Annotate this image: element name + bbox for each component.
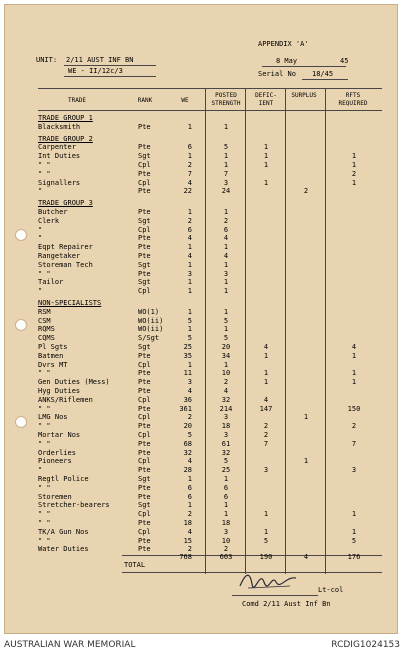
row-posted: 24 — [221, 187, 231, 195]
row-posted: 5 — [223, 334, 229, 342]
col-header-trade: TRADE — [67, 97, 87, 104]
row-trade: Signallers — [38, 179, 81, 187]
row-we: 361 — [179, 405, 192, 413]
row-we: 6 — [187, 143, 192, 151]
row-we: 2 — [187, 545, 192, 553]
total-label: TOTAL — [124, 561, 146, 569]
row-posted: 1 — [223, 208, 229, 216]
row-posted: 3 — [223, 413, 229, 421]
row-rfts: 1 — [351, 369, 357, 377]
row-we: 1 — [187, 325, 192, 333]
total-surplus: 4 — [303, 553, 309, 561]
row-rfts: 5 — [351, 537, 357, 545]
row-posted: 5 — [223, 457, 229, 465]
row-rank: Pte — [138, 449, 151, 457]
row-trade: " " — [38, 519, 51, 527]
total-deficient: 190 — [259, 553, 273, 561]
row-rfts: 3 — [351, 466, 357, 474]
row-rank: Pte — [138, 466, 151, 474]
row-we: 32 — [183, 449, 192, 457]
row-trade: Butcher — [38, 208, 68, 216]
row-we: 4 — [187, 179, 192, 187]
row-posted: 32 — [221, 449, 231, 457]
handwritten-signature — [238, 568, 298, 592]
signatory-command: Comd 2/11 Aust Inf Bn — [242, 600, 331, 608]
row-rank: S/Sgt — [138, 334, 160, 342]
row-posted: 6 — [223, 493, 229, 501]
col-header-posted: POSTED — [215, 92, 237, 99]
row-rank: Sgt — [138, 501, 151, 509]
row-posted: 6 — [223, 226, 229, 234]
row-surplus: 1 — [303, 457, 309, 465]
row-rank: Pte — [138, 440, 151, 448]
row-posted: 1 — [223, 261, 229, 269]
row-posted: 4 — [223, 387, 229, 395]
signatory-rank: Lt-col — [318, 586, 344, 594]
row-rank: Cpl — [138, 528, 151, 536]
row-surplus: 2 — [303, 187, 309, 195]
col-header-surplus: SURPLUS — [291, 92, 317, 99]
row-rank: Cpl — [138, 361, 151, 369]
row-posted: 6 — [223, 484, 229, 492]
row-rank: Pte — [138, 493, 151, 501]
row-posted: 3 — [223, 431, 229, 439]
row-trade: RQMS — [38, 325, 55, 333]
row-rank: Pte — [138, 252, 151, 260]
row-we: 5 — [187, 334, 192, 342]
row-trade: " " — [38, 440, 51, 448]
serial-label: Serial No — [258, 70, 296, 78]
row-posted: 1 — [223, 325, 229, 333]
row-trade: Int Duties — [38, 152, 81, 160]
row-posted: 3 — [223, 270, 229, 278]
row-trade: Regtl Police — [38, 475, 89, 483]
row-deficient: 147 — [259, 405, 273, 413]
row-we: 1 — [187, 123, 192, 131]
row-trade: CQMS — [38, 334, 55, 342]
row-we: 28 — [183, 466, 192, 474]
row-we: 1 — [187, 152, 192, 160]
row-rfts: 7 — [351, 440, 357, 448]
row-deficient: 5 — [263, 537, 269, 545]
row-deficient: 7 — [263, 440, 269, 448]
row-rank: Pte — [138, 378, 151, 386]
row-trade: Carpenter — [38, 143, 76, 151]
row-trade: Pioneers — [38, 457, 72, 465]
row-trade: " " — [38, 537, 51, 545]
row-trade: Dvrs MT — [38, 361, 68, 369]
appendix-label: APPENDIX 'A' — [258, 40, 309, 48]
col-header-deficient: DEFIC- — [255, 92, 277, 99]
row-trade: Storeman Tech — [38, 261, 93, 269]
row-trade: RSM — [38, 308, 51, 316]
punch-hole — [15, 416, 27, 428]
row-trade: Tailor — [38, 278, 64, 286]
row-we: 36 — [183, 396, 192, 404]
row-we: 3 — [187, 270, 192, 278]
row-deficient: 4 — [263, 396, 269, 404]
row-rank: Cpl — [138, 226, 151, 234]
row-rank: Sgt — [138, 278, 151, 286]
archive-reference: RCDIG1024153 — [331, 640, 400, 650]
row-we: 1 — [187, 208, 192, 216]
row-we: 20 — [183, 422, 192, 430]
row-deficient: 1 — [263, 510, 269, 518]
row-posted: 214 — [219, 405, 233, 413]
row-rank: WO(1) — [138, 308, 160, 316]
row-deficient: 1 — [263, 352, 269, 360]
establishment-ref: WE - II/12c/3 — [68, 67, 123, 75]
row-posted: 1 — [223, 161, 229, 169]
row-trade: Water Duties — [38, 545, 89, 553]
row-rfts: 1 — [351, 152, 357, 160]
report-date-day: 8 May — [276, 57, 298, 65]
row-deficient: 1 — [263, 369, 269, 377]
row-rfts: 2 — [351, 170, 357, 178]
row-deficient: 1 — [263, 378, 269, 386]
row-trade: " " — [38, 422, 51, 430]
row-trade: Mortar Nos — [38, 431, 81, 439]
row-posted: 10 — [221, 537, 231, 545]
section-heading: TRADE GROUP 3 — [38, 199, 93, 207]
row-trade: " — [38, 187, 43, 195]
col-header-required: REQUIRED — [338, 100, 368, 107]
row-trade: Gen Duties (Mess) — [38, 378, 110, 386]
row-rank: Pte — [138, 484, 151, 492]
row-trade: " " — [38, 170, 51, 178]
punch-hole — [15, 319, 27, 331]
row-we: 1 — [187, 278, 192, 286]
row-trade: Blacksmith — [38, 123, 81, 131]
row-posted: 1 — [223, 361, 229, 369]
row-rank: Sgt — [138, 217, 151, 225]
row-rank: Pte — [138, 270, 151, 278]
row-rank: Cpl — [138, 413, 151, 421]
col-header-we: WE — [181, 97, 189, 104]
row-we: 15 — [183, 537, 192, 545]
row-we: 1 — [187, 308, 192, 316]
row-posted: 1 — [223, 243, 229, 251]
row-posted: 34 — [221, 352, 231, 360]
unit-name: 2/11 AUST INF BN — [66, 56, 134, 64]
row-trade: Batmen — [38, 352, 64, 360]
row-trade: " — [38, 466, 43, 474]
row-trade: Rangetaker — [38, 252, 81, 260]
row-posted: 5 — [223, 143, 229, 151]
row-rank: Cpl — [138, 457, 151, 465]
section-heading: TRADE GROUP 2 — [38, 135, 93, 143]
row-rank: Pte — [138, 519, 151, 527]
row-posted: 4 — [223, 252, 229, 260]
row-we: 3 — [187, 378, 192, 386]
row-we: 7 — [187, 170, 192, 178]
row-we: 35 — [183, 352, 192, 360]
col-header-rfts: RFTS — [345, 92, 361, 99]
row-deficient: 1 — [263, 179, 269, 187]
row-rank: Pte — [138, 143, 151, 151]
row-rfts: 1 — [351, 528, 357, 536]
row-deficient: 4 — [263, 343, 269, 351]
row-we: 4 — [187, 387, 192, 395]
row-posted: 25 — [221, 466, 231, 474]
archive-footer — [0, 636, 404, 654]
row-rank: Cpl — [138, 179, 151, 187]
row-we: 2 — [187, 161, 192, 169]
report-date-year: 45 — [340, 57, 349, 65]
row-deficient: 1 — [263, 143, 269, 151]
row-we: 2 — [187, 510, 192, 518]
row-posted: 1 — [223, 123, 229, 131]
row-posted: 2 — [223, 217, 229, 225]
row-posted: 2 — [223, 378, 229, 386]
row-posted: 20 — [221, 343, 231, 351]
row-rank: Cpl — [138, 431, 151, 439]
row-rfts: 1 — [351, 378, 357, 386]
row-rank: Cpl — [138, 510, 151, 518]
row-posted: 32 — [221, 396, 231, 404]
row-rank: Sgt — [138, 261, 151, 269]
row-posted: 3 — [223, 179, 229, 187]
serial-value: 18/45 — [312, 70, 334, 78]
row-rank: Pte — [138, 170, 151, 178]
row-posted: 7 — [223, 170, 229, 178]
row-deficient: 1 — [263, 152, 269, 160]
row-we: 5 — [187, 431, 192, 439]
row-trade: " " — [38, 369, 51, 377]
row-we: 4 — [187, 457, 192, 465]
row-we: 25 — [183, 343, 192, 351]
row-we: 4 — [187, 234, 192, 242]
row-trade: Orderlies — [38, 449, 76, 457]
total-posted: 603 — [219, 553, 233, 561]
row-rank: Cpl — [138, 396, 151, 404]
row-trade: " — [38, 287, 43, 295]
row-rank: Pte — [138, 387, 151, 395]
row-deficient: 1 — [263, 528, 269, 536]
row-posted: 5 — [223, 317, 229, 325]
section-heading: TRADE GROUP 1 — [38, 114, 93, 122]
row-posted: 2 — [223, 545, 229, 553]
row-rank: Pte — [138, 352, 151, 360]
row-we: 11 — [183, 369, 192, 377]
row-rank: Pte — [138, 545, 151, 553]
row-trade: " — [38, 226, 43, 234]
row-trade: Clerk — [38, 217, 60, 225]
row-we: 1 — [187, 475, 192, 483]
row-posted: 18 — [221, 422, 231, 430]
row-trade: LMG Nos — [38, 413, 68, 421]
row-rank: Pte — [138, 187, 151, 195]
row-we: 1 — [187, 261, 192, 269]
row-surplus: 1 — [303, 413, 309, 421]
row-trade: " " — [38, 161, 51, 169]
row-we: 6 — [187, 484, 192, 492]
row-trade: " — [38, 234, 43, 242]
row-posted: 4 — [223, 234, 229, 242]
row-trade: " " — [38, 405, 51, 413]
row-trade: Eqpt Repairer — [38, 243, 93, 251]
row-rank: Sgt — [138, 343, 151, 351]
row-trade: CSM — [38, 317, 51, 325]
row-we: 18 — [183, 519, 192, 527]
col-header-rank: RANK — [137, 97, 153, 104]
row-rank: WO(ii) — [138, 317, 164, 325]
row-we: 4 — [187, 528, 192, 536]
row-posted: 61 — [221, 440, 231, 448]
row-we: 1 — [187, 501, 192, 509]
row-rank: Pte — [138, 243, 151, 251]
col-header-deficient-2: IENT — [258, 100, 274, 107]
row-rank: Pte — [138, 405, 151, 413]
row-rfts: 2 — [351, 422, 357, 430]
row-rfts: 1 — [351, 352, 357, 360]
row-posted: 1 — [223, 278, 229, 286]
row-rank: Pte — [138, 234, 151, 242]
unit-label: UNIT: — [36, 56, 58, 64]
section-heading: NON-SPECIALISTS — [38, 299, 102, 307]
row-rfts: 4 — [351, 343, 357, 351]
row-rfts: 1 — [351, 510, 357, 518]
row-we: 1 — [187, 361, 192, 369]
row-trade: Storemen — [38, 493, 72, 501]
row-rank: Sgt — [138, 475, 151, 483]
row-rank: Pte — [138, 208, 151, 216]
row-posted: 1 — [223, 152, 229, 160]
row-we: 2 — [187, 413, 192, 421]
row-we: 2 — [187, 217, 192, 225]
row-posted: 1 — [223, 501, 229, 509]
row-posted: 1 — [223, 475, 229, 483]
row-rank: Cpl — [138, 161, 151, 169]
total-we: 768 — [179, 553, 192, 561]
row-deficient: 2 — [263, 431, 269, 439]
row-trade: Hyg Duties — [38, 387, 81, 395]
row-deficient: 1 — [263, 161, 269, 169]
row-we: 6 — [187, 493, 192, 501]
row-rank: Pte — [138, 123, 151, 131]
punch-hole — [15, 229, 27, 241]
col-header-strength: STRENGTH — [211, 100, 241, 107]
row-posted: 10 — [221, 369, 231, 377]
row-rank: WO(ii) — [138, 325, 164, 333]
row-posted: 3 — [223, 528, 229, 536]
row-we: 4 — [187, 252, 192, 260]
row-we: 6 — [187, 226, 192, 234]
row-rank: Pte — [138, 537, 151, 545]
row-rank: Pte — [138, 422, 151, 430]
row-trade: ANKS/Riflemen — [38, 396, 93, 404]
total-rfts: 176 — [347, 553, 361, 561]
row-trade: " " — [38, 484, 51, 492]
row-trade: TK/A Gun Nos — [38, 528, 89, 536]
row-rank: Cpl — [138, 287, 151, 295]
archive-source: AUSTRALIAN WAR MEMORIAL — [4, 640, 136, 650]
row-rfts: 1 — [351, 161, 357, 169]
row-rfts: 150 — [347, 405, 361, 413]
row-trade: Stretcher-bearers — [38, 501, 110, 509]
row-posted: 18 — [221, 519, 231, 527]
row-trade: " " — [38, 270, 51, 278]
row-trade: Pl Sgts — [38, 343, 68, 351]
row-we: 1 — [187, 243, 192, 251]
row-rfts: 1 — [351, 179, 357, 187]
row-trade: " " — [38, 510, 51, 518]
row-we: 68 — [183, 440, 192, 448]
row-deficient: 2 — [263, 422, 269, 430]
row-posted: 1 — [223, 308, 229, 316]
row-we: 22 — [183, 187, 192, 195]
row-we: 1 — [187, 287, 192, 295]
row-deficient: 3 — [263, 466, 269, 474]
row-rank: Sgt — [138, 152, 151, 160]
row-rank: Pte — [138, 369, 151, 377]
row-posted: 1 — [223, 287, 229, 295]
row-we: 5 — [187, 317, 192, 325]
row-posted: 1 — [223, 510, 229, 518]
